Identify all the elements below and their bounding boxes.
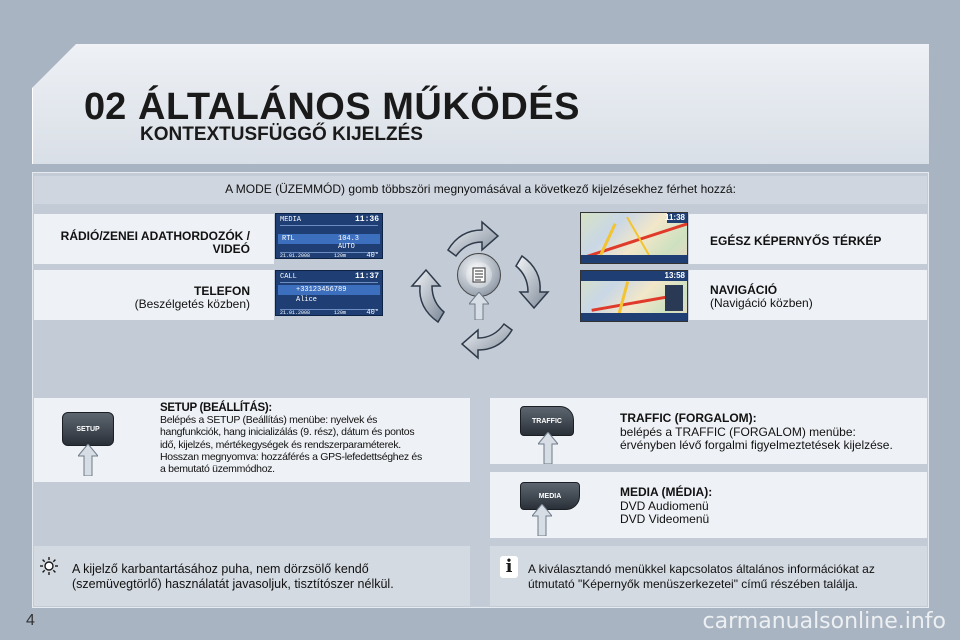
radio-screen-dist: 120m bbox=[334, 253, 347, 259]
phone-screen-date: 21.01.2008 bbox=[280, 310, 311, 316]
setup-line-5: a bemutató üzemmódhoz. bbox=[160, 463, 275, 476]
maintenance-note-box bbox=[34, 546, 470, 606]
traffic-line-1: belépés a TRAFFIC (FORGALOM) menübe: bbox=[620, 424, 856, 439]
header-corner bbox=[32, 44, 76, 88]
traffic-button[interactable]: TRAFFIC bbox=[520, 406, 574, 436]
setup-title: SETUP (BEÁLLÍTÁS): bbox=[160, 402, 272, 414]
setup-button[interactable]: SETUP bbox=[62, 412, 114, 446]
radio-screen-mode: AUTO bbox=[338, 243, 355, 251]
phone-screen-dist: 120m bbox=[334, 310, 347, 316]
maintenance-line-2: (szemüvegtörlő) használatát javasoljuk, tisztítószer nélkül. bbox=[72, 577, 394, 591]
mode-radio-title-2: VIDEÓ bbox=[212, 242, 250, 256]
setup-line-3: idő, kijelzés, mértékegységek és rendszerparaméterek. bbox=[160, 438, 401, 451]
maintenance-sun-icon bbox=[39, 556, 59, 576]
phone-screen-number: +33123456789 bbox=[296, 286, 347, 294]
menu-info-line-1: A kiválasztandó menükkel kapcsolatos általános információkat az bbox=[528, 562, 875, 576]
radio-screen-freq: 104.3 bbox=[338, 235, 360, 243]
fullmap-screen-thumbnail bbox=[580, 212, 688, 264]
media-title: MEDIA (MÉDIA): bbox=[620, 485, 713, 499]
radio-screen-station: RTL bbox=[282, 235, 295, 243]
radio-screen-thumbnail: MEDIA 11:36 RTL 104.3 AUTO 21.01.2008 120m 40° bbox=[275, 213, 383, 259]
arrow-top-icon bbox=[448, 222, 498, 256]
info-icon: i bbox=[500, 556, 518, 578]
watermark: carmanualsonline.info bbox=[702, 609, 946, 634]
fullmap-screen-time: 11:38 bbox=[664, 213, 685, 222]
navigation-screen-thumbnail bbox=[580, 270, 688, 322]
phone-screen-time: 11:37 bbox=[354, 272, 379, 281]
intro-text: A MODE (ÜZEMMÓD) gomb többszöri megnyomásával a következő kijelzésekhez férhet hozzá: bbox=[34, 176, 927, 204]
setup-line-1: Belépés a SETUP (Beállítás) menübe: nyelvek és bbox=[160, 414, 378, 427]
setup-press-arrow-icon bbox=[78, 444, 98, 476]
media-press-arrow-icon bbox=[532, 504, 552, 536]
mode-phone-title: TELEFON bbox=[194, 284, 250, 298]
mode-phone-desc: (Beszélgetés közben) bbox=[134, 297, 250, 311]
setup-line-4: Hosszan megnyomva: hozzáférés a GPS-lefedettséghez és bbox=[160, 450, 422, 463]
menu-info-note-box bbox=[490, 546, 927, 606]
arrow-bottom-icon bbox=[462, 324, 512, 358]
phone-screen-contact: Alice bbox=[296, 296, 318, 304]
maintenance-line-1: A kijelző karbantartásához puha, nem dörzsölő kendő bbox=[72, 562, 369, 576]
traffic-press-arrow-icon bbox=[538, 432, 558, 464]
mode-radio-title-1: RÁDIÓ/ZENEI ADATHORDOZÓK / bbox=[60, 229, 250, 243]
mode-fullmap-title: EGÉSZ KÉPERNYŐS TÉRKÉP bbox=[710, 234, 882, 248]
chapter-number: 02 bbox=[84, 86, 127, 128]
arrow-left-icon bbox=[412, 270, 444, 322]
media-line-2: DVD Videomenü bbox=[620, 512, 710, 526]
mode-navigation-title: NAVIGÁCIÓ bbox=[710, 283, 778, 297]
media-text bbox=[620, 486, 920, 527]
traffic-line-2: érvényben lévő forgalmi figyelmeztetések kijelzése. bbox=[620, 438, 893, 452]
mode-document-icon bbox=[472, 267, 486, 283]
radio-screen-time: 11:36 bbox=[354, 215, 379, 224]
radio-screen-temp: 40° bbox=[366, 252, 379, 259]
page-subtitle: KONTEXTUSFÜGGŐ KIJELZÉS bbox=[140, 124, 423, 145]
media-line-1: DVD Audiomenü bbox=[620, 498, 709, 513]
arrow-right-icon bbox=[516, 256, 548, 308]
phone-screen-thumbnail: CALL 11:37 +33123456789 Alice 21.01.2008 120m 40° bbox=[275, 270, 383, 316]
traffic-text bbox=[620, 412, 920, 453]
mode-knob-face bbox=[466, 262, 492, 288]
media-button[interactable]: MEDIA bbox=[520, 482, 580, 510]
phone-screen-temp: 40° bbox=[366, 309, 379, 316]
page-number: 4 bbox=[26, 612, 35, 629]
setup-text bbox=[160, 402, 460, 475]
setup-line-2: hangfunkciók, hang inicializálás (9. rész), dátum és pontos bbox=[160, 426, 415, 439]
mode-navigation-desc: (Navigáció közben) bbox=[710, 296, 813, 310]
traffic-title: TRAFFIC (FORGALOM): bbox=[620, 411, 757, 425]
mode-knob[interactable] bbox=[457, 253, 501, 297]
navigation-screen-time: 13:58 bbox=[664, 271, 685, 280]
radio-screen-date: 21.01.2008 bbox=[280, 253, 311, 259]
knob-press-arrow-icon bbox=[469, 292, 489, 320]
menu-info-line-2: útmutató "Képernyők menüszerkezetei" című részében találja. bbox=[528, 577, 859, 591]
page-title: ÁLTALÁNOS MŰKÖDÉS bbox=[138, 86, 580, 128]
